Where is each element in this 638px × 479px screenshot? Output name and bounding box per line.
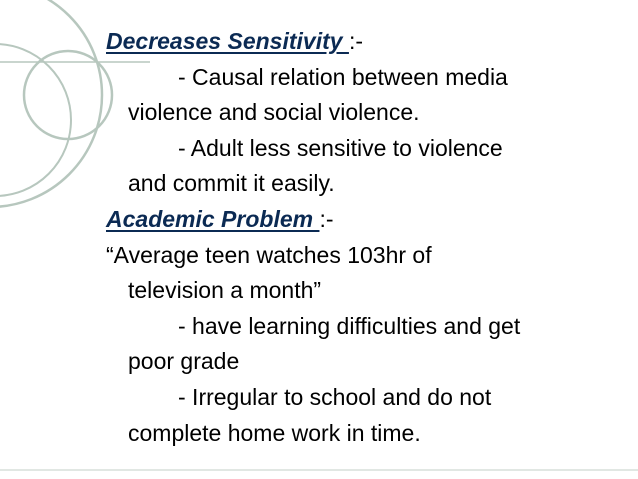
deco-circle-large [0,0,102,207]
section-heading-line [106,24,626,60]
bullet-line: - Causal relation between media [178,63,508,90]
slide-body [106,24,626,451]
section-heading-decreases-sensitivity: Decreases Sensitivity [106,28,349,54]
section-heading-academic-problem: Academic Problem [106,205,320,232]
bullet-line: - Adult less sensitive to violence [178,134,503,161]
heading-suffix: :- [348,28,363,54]
bullet-continuation: and commit it easily. [128,170,335,197]
heading-suffix: :- [319,205,334,232]
bullet-continuation: poor grade [128,348,240,375]
bullet-continuation: violence and social violence. [128,99,420,126]
bullet-line: - Irregular to school and do not [178,383,492,410]
quote-line: “Average teen watches 103hr of [106,241,432,268]
deco-circle-small [24,51,112,139]
quote-continuation: television a month” [128,277,322,304]
bullet-continuation: complete home work in time. [128,419,421,446]
section-heading-line [106,202,626,238]
bullet-line: - have learning difficulties and get [178,312,521,339]
